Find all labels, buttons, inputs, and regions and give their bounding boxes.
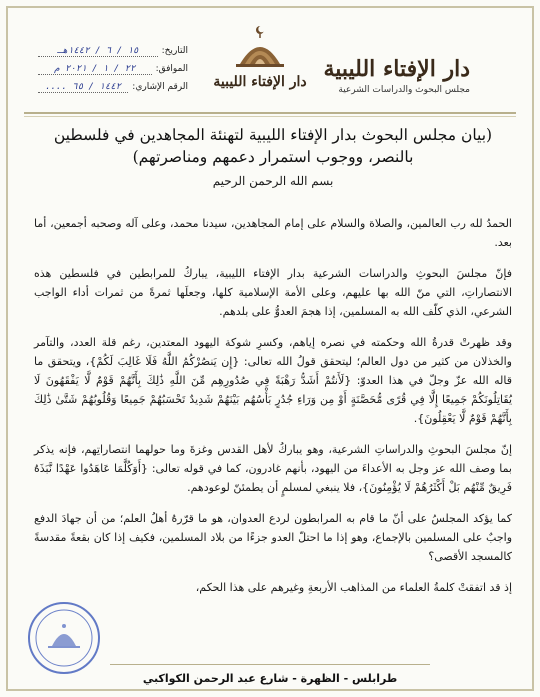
meta-reference-value: ١٤٤٢ / ٦٥ .... bbox=[38, 82, 128, 93]
basmala: بسم الله الرحمن الرحيم bbox=[212, 174, 334, 188]
header-divider bbox=[24, 112, 516, 114]
footer-address: طرابلس - الظهرة - شارع عبد الرحمن الكواكبي bbox=[142, 672, 398, 685]
official-stamp-icon bbox=[26, 600, 102, 676]
paragraph-opening: الحمدُ لله رب العالمين، والصلاة والسلام على إمام المجاهدين، سيدنا محمد، وعلى آله وصحبه أجمعين، أما بعد. bbox=[34, 217, 512, 249]
paragraph-jihad-duty: كما يؤكد المجلسُ على أنّ ما قام به المرابطون لردع العدوان، هو ما قرّرهُ أهلُ العلم؛ من أن جهادَ الدفع واجبٌ على المسلمين بالإجماع، وهو إذا ما احتلّ العدو جزءًا من بلاد المسلمين، فكيف إذا كان بقعةً مقدسةً كالمسجد الأقصى؟ bbox=[34, 512, 512, 563]
org-subtitle: مجلس البحوث والدراسات الشرعية bbox=[338, 85, 470, 95]
meta-reference-label: الرقم الإشاري: bbox=[132, 82, 188, 92]
footer-divider bbox=[110, 664, 430, 665]
statement-body bbox=[34, 124, 512, 609]
meta-gregorian-value: ٢٢ / ١ / ٢٠٢١ م bbox=[38, 64, 152, 75]
header-meta-block bbox=[38, 42, 188, 96]
mosque-dome-logo-icon bbox=[228, 24, 292, 72]
header-divider-thin bbox=[24, 116, 516, 117]
meta-gregorian-label: الموافق: bbox=[155, 64, 188, 74]
logo-caption: دار الإفتاء الليبية bbox=[213, 74, 307, 90]
meta-date-value: ١٥ / ٦ / ١٤٤٢هـ bbox=[38, 46, 158, 57]
meta-date-label: التاريخ: bbox=[161, 46, 188, 56]
paragraph-warning: إنّ مجلسَ البحوثِ والدراساتِ الشرعية، وهو يباركُ لأهل القدس وغزةَ وما حولهما انتصاراتِهم، فإنه يذكر بما وصف الله عز وجل به الأعداءَ من اليهود، بأنهم غادرون، كما في قوله تعالى: {أَوَكُلَّمَا عَاهَدُوا عَهْدًا نَّبَذَهُ فَرِيقٌ مِّنْهُم بَلْ أَكْثَرُهُمْ لَا يُؤْمِنُونَ}، فلا ينبغي لمسلمٍ أن يطمئنّ لوعودهم. bbox=[34, 443, 512, 494]
paragraph-congratulation: فإنّ مجلسَ البحوثِ والدراسات الشرعية بدار الإفتاء الليبية، يباركُ للمرابطين في فلسطين هذه الانتصاراتِ، التي منّ الله بها عليهم، وعلى الأمة الإسلامية كلها، وجعلَها ثمرةً من ثمرات أداء الواجب الشرعي، الذي كلّف الله به المسلمين، إذا هجمَ العدوُّ على بلدهم. bbox=[34, 267, 512, 318]
meta-reference-row bbox=[38, 78, 188, 96]
org-name: دار الإفتاء الليبية bbox=[323, 56, 470, 82]
paragraph-scholars: إذ قد اتفقتْ كلمةُ العلماء من المذاهب الأربعةِ وغيرهم على هذا الحكم، bbox=[195, 581, 512, 594]
header-logo-block bbox=[200, 24, 320, 90]
meta-date-row bbox=[38, 42, 188, 60]
paragraph-victory: وقد ظهرتْ قدرةُ الله وحكمته في نصره إياهم، وكسرِ شوكة اليهود المعتدين، رغم قلة العدد، والتآمر والخذلان من كثير من دول العالم؛ ليتحقق قولُ الله تعالى: {إِن يَنصُرْكُمُ اللَّهُ فَلَا غَالِبَ لَكُمْ}، ويتحقق ما قاله الله عزّ وجلّ في هذا العدوّ: {لَأَنتُمْ أَشَدُّ رَهْبَةً فِي صُدُورِهِم مِّنَ اللَّهِ ذَٰلِكَ بِأَنَّهُمْ قَوْمٌ لَّا يَفْقَهُونَ لَا يُقَاتِلُونَكُمْ جَمِيعًا إِلَّا فِي قُرًى مُّحَصَّنَةٍ أَوْ مِن وَرَاءِ جُدُرٍ بَأْسُهُم بَيْنَهُمْ شَدِيدٌ تَحْسَبُهُمْ جَمِيعًا وَقُلُوبُهُمْ شَتَّىٰ ذَٰلِكَ بِأَنَّهُمْ قَوْمٌ لَّا يَعْقِلُونَ}. bbox=[34, 336, 512, 425]
meta-gregorian-row bbox=[38, 60, 188, 78]
statement-title: (بيان مجلس البحوث بدار الإفتاء الليبية لتهنئة المجاهدين في فلسطين بالنصر، ووجوب استمرار دعمهم ومناصرتهم) bbox=[53, 126, 493, 166]
